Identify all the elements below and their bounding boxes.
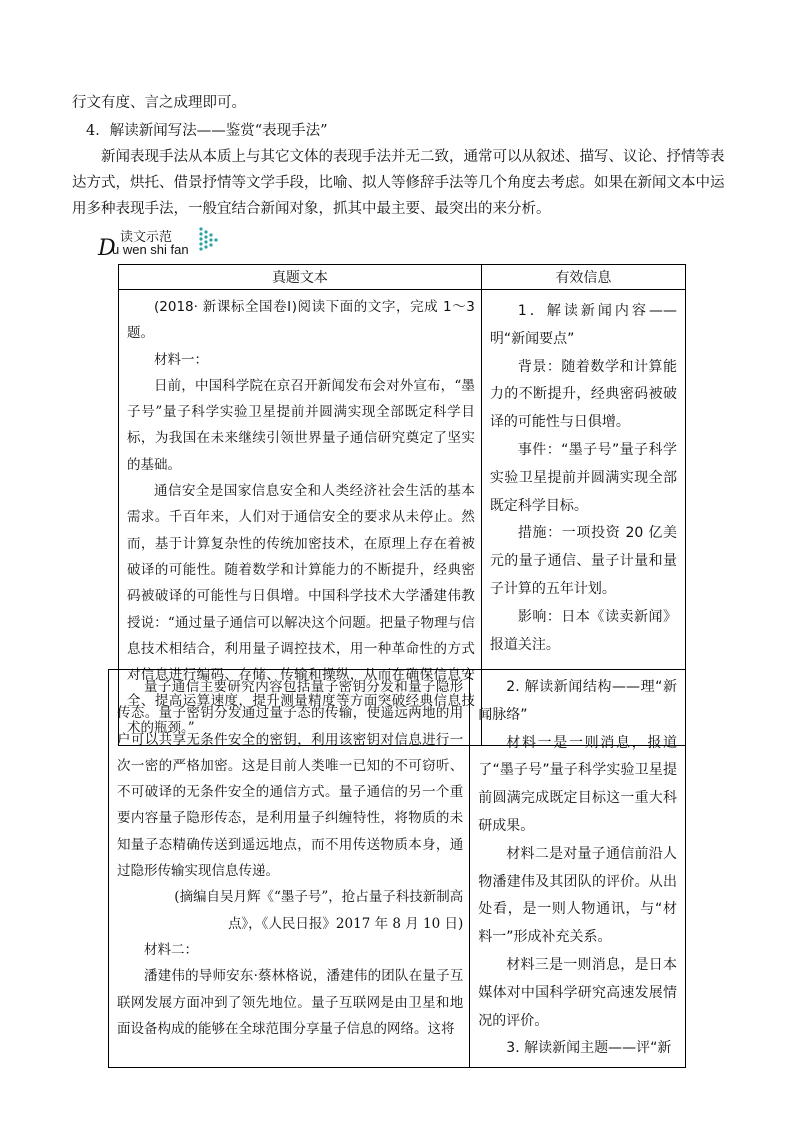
example-table-2 — [108, 669, 686, 1068]
info-heading: 3. 解读新闻主题——评“新 — [506, 1040, 672, 1057]
header-original-text: 真题文本 — [119, 265, 482, 290]
table2-text-cell — [109, 670, 470, 1068]
info-item: 背景：随着数学和计算能力的不断提升，经典密码被破译的可能性与日俱增。 — [489, 358, 677, 431]
section-4-heading: 4．解读新闻写法——鉴赏“表现手法” — [86, 123, 328, 139]
triangle-dots-icon — [198, 226, 218, 252]
info-item: 材料二是对量子通信前沿人物潘建伟及其团队的评价。从出处看，是一则人物通讯，与“材料一”形成补充关系。 — [478, 845, 677, 946]
table2-info-cell — [470, 670, 686, 1068]
text-paragraph: 通信安全是国家信息安全和人类经济社会生活的基本需求。千百年来，人们对于通信安全的要求从未停止。然而，基于计算复杂性的传统加密技术，在原理上存在着被破译的可能性。随着数学和计算能力的不断提升，经典密码被破译的可能性与日俱增。中国科学技术大学潘建伟教授说：“通过量子通信可以解决这个问题。把量子物理与信息技术相结合，利用量子调控技术，用一种革命性的方式对信息进行编码、存储、传输和操纵，从而在确保信息安全、提高运算速度，提升测量精度等方面突破经典信息技术的瓶颈。” — [127, 483, 475, 736]
section-header-pinyin: u wen shi fan — [112, 242, 189, 257]
intro-paragraph: 新闻表现手法从本质上与其它文体的表现手法并无二致，通常可以从叙述、描写、议论、抒情等表达方式，烘托、借景抒情等文学手段，比喻、拟人等修辞手法等几个角度去考虑。如果在新闻文本中运用多种表现手法，一般宜结合新闻对象，抓其中最主要、最突出的来分析。 — [72, 149, 725, 217]
intro-line: 行文有度、言之成理即可。 — [72, 95, 246, 111]
material-label: 材料一： — [154, 351, 208, 368]
source-citation: (摘编自吴月辉《“墨子号”，抢占量子科技新制高点》，《人民日报》2017 年 8 月 10 日) — [174, 889, 464, 932]
info-heading: 2. 解读新闻结构——理“新闻脉络” — [478, 679, 677, 723]
info-item: 措施：一项投资 20 亿美元的量子通信、量子计量和量子计算的五年计划。 — [489, 525, 677, 597]
info-item: 影响：日本《读卖新闻》报道关注。 — [489, 608, 677, 653]
section-header-cn: 读文示范 — [120, 230, 173, 245]
info-item: 材料一是一则消息，报道了“墨子号”量子科学实验卫星提前圆满完成既定目标这一重大科研成果。 — [478, 734, 677, 834]
text-paragraph: 量子通信主要研究内容包括量子密钥分发和量子隐形传态。量子密钥分发通过量子态的传输，使遥远两地的用户可以共享无条件安全的密钥，利用该密钥对信息进行一次一密的严格加密。这是目前人类唯一已知的不可窃听、不可破译的无条件安全的通信方式。量子通信的另一个重要内容量子隐形传态，是利用量子纠缠特性，将物质的未知量子态精确传送到遥远地点，而不用传送物质本身，通过隐形传输实现信息传递。 — [117, 679, 464, 880]
text-paragraph: 潘建伟的导师安东·蔡林格说，潘建伟的团队在量子互联网发展方面冲到了领先地位。量子互联网是由卫星和地面设备构成的能够在全球范围分享量子信息的网络。这将 — [117, 968, 464, 1037]
info-item: 事件：“墨子号”量子科学实验卫星提前并圆满实现全部既定科学目标。 — [489, 441, 677, 514]
info-item: 材料三是一则消息，是日本媒体对中国科学研究高速发展情况的评价。 — [478, 956, 677, 1029]
section-header — [98, 226, 238, 260]
source-line: (2018· 新课标全国卷Ⅰ)阅读下面的文字，完成 1～3 题。 — [127, 299, 475, 342]
material-label: 材料二： — [144, 941, 198, 958]
header-effective-info: 有效信息 — [481, 265, 685, 290]
section-header-letter: D — [98, 236, 116, 261]
info-heading: 1．解读新闻内容——明“新闻要点” — [489, 303, 677, 347]
text-paragraph: 日前，中国科学院在京召开新闻发布会对外宣布，“墨子号”量子科学实验卫星提前并圆满实现全部既定科学目标，为我国在未来继续引领世界量子通信研究奠定了坚实的基础。 — [127, 377, 475, 473]
